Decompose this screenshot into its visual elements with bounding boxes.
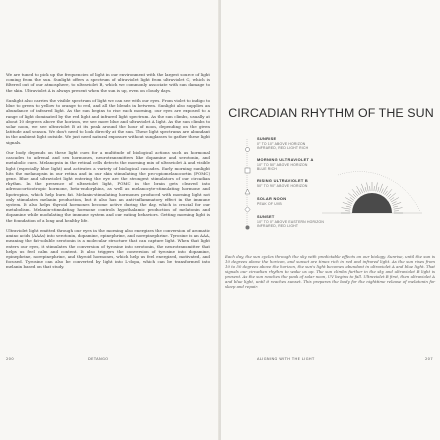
event-detail: 10° TO 50° ABOVE HORIZON (257, 162, 308, 167)
event-name: MORNING ULTRAVIOLET A (257, 157, 314, 162)
left-page-number: 200 (6, 357, 15, 361)
right-running-head: ALIGNING WITH THE LIGHT (257, 357, 315, 361)
morning-uva-marker-icon (244, 159, 251, 178)
sunset-marker-icon (244, 216, 251, 235)
event-sunset (257, 215, 377, 229)
left-running-head: DETANGO (88, 357, 109, 361)
figure-title: CIRCADIAN RHYTHM OF THE SUN (228, 106, 434, 120)
paragraph: Sunlight also carries the visible spectrum of light we can see with our eyes. From violet to indigo to blue to green to yellow to orange to red, and all the blends in between. Sunlight also supplies an abundance of infrared light. As the sun begins to rise each morning, our eyes are exposed to a range of light dominated by the red light and infrared light spectrum. As the sun climbs, usually at about 10 degrees above the horizon, we see more blue and ultraviolet A light. As the sun climbs to solar noon, we see ultraviolet B at its peak around the hour of noon, depending on the given latitude and season. We don't need to look directly at the sun. These light spectrums are abundant in the ambient light outside. We just need natural exposure without sunglasses to gather these light signals. (6, 98, 210, 145)
event-name: RISING ULTRAVIOLET B (257, 178, 309, 183)
event-detail: PEAK OF UVB (257, 201, 282, 206)
rising-uvb-marker-icon (244, 180, 251, 199)
sunrise-marker-icon (244, 138, 251, 157)
paragraph: Our body depends on these light cues for a multitude of biological actions such as hormonal cascades to adrenal and sex hormones, neurotransmitters like dopamine and serotonin, and metabolic cues. Melanopsin in the retinal cells detects the morning mix of ultraviolet A and visible light (especially blue light) and activates a variety of biological cascades. Early morning sunlight hits the melanopsin in our retina and in our skin stimulating the pro-opiomelanocortin (POMC) gene. Blue and ultraviolet light entering the eye are the strongest stimulators of our circadian rhythm. In the presence of ultraviolet light, POMC in the brain gets cleaved into adrenocorticotropic hormone, beta-endorphins, as well as melanocyte-stimulating hormone and lipotropins, which help burn fat. Melanin-stimulating hormones produced with morning light not only stimulates melanin production, but it also has an anti-inflammatory effect in the immune system. It also helps thyroid hormones become active during the day, which is crucial for our metabolism. Melanin-stimulating hormone controls hypothalamic production of melatonin and dopamine while modulating the immune system and our eating behaviors. Getting morning light is the foundation of a long and healthy life. (6, 150, 210, 223)
event-morning-uva (257, 158, 377, 172)
event-name: SUNSET (257, 214, 275, 219)
event-name: SUNRISE (257, 136, 277, 141)
paragraph: We are tuned to pick up the frequencies of light in our environment with the largest source of light coming from the sun. Sunlight offers a spectrum of ultraviolet light from ultraviolet C, which is filtered out of our atmosphere, to ultraviolet B, which we commonly associate with sun damage to the skin. Ultraviolet A is always present when the sun is up, even on cloudy days. (6, 72, 210, 93)
event-detail: INFRARED, RED LIGHT RICH (257, 146, 309, 151)
right-page-number: 207 (425, 357, 434, 361)
paragraph: Ultraviolet light emitted through our eyes in the morning also energizes the conversion of aromatic amino acids (AAAs) into serotonin, dopamine, epinephrine, and norepinephrine. Tyrosine is an AAA, meaning the fat-soluble serotonin is a molecular structure that can capture light. When that light enters our eyes, it stimulates the conversion of tyrosine into serotonin, the neurotransmitter that helps us feel calm and content. It also triggers the conversion of tyrosine into dopamine, epinephrine, norepinephrine, and thyroid hormones, which help us feel energized, motivated, and focused. Tyrosine can also be converted by light into L-dopa, which can be transformed into melanin based on that study. (6, 228, 210, 270)
event-detail: 50° TO 90° ABOVE HORIZON (257, 183, 308, 188)
event-rising-uvb (257, 179, 377, 188)
event-solar-noon (257, 197, 377, 206)
event-name: SOLAR NOON (257, 196, 287, 201)
event-detail: 10° TO 0° ABOVE EASTERN HORIZON (257, 219, 325, 224)
figure-caption: Each day, the sun cycles through the sky with predictable effects on our biology. Sunrise, until the sun is 10 degrees above the horizon, and sunset are times rich in red and infrared light. As the sun rises from 10 to 50 degrees above the horizon, the sun's light becomes abundant in ultraviolet A and blue light. That signals our circadian rhythm to wake us up. The sun climbs further in the sky and ultraviolet B light is present. As the sun reaches the peak of solar noon, UV begins to fall. Ultraviolet B first, then ultraviolet A and blue light, until it reaches sunset. This prepares the body for the nighttime release of melatonin for sleep and repair. (225, 254, 435, 289)
solar-noon-marker-icon (244, 198, 251, 217)
event-sunrise (257, 137, 377, 151)
event-detail: INFRARED, RED LIGHT (257, 224, 299, 229)
event-detail: 0° TO 10° ABOVE HORIZON (257, 141, 306, 146)
event-detail: BLUE RICH (257, 167, 277, 172)
